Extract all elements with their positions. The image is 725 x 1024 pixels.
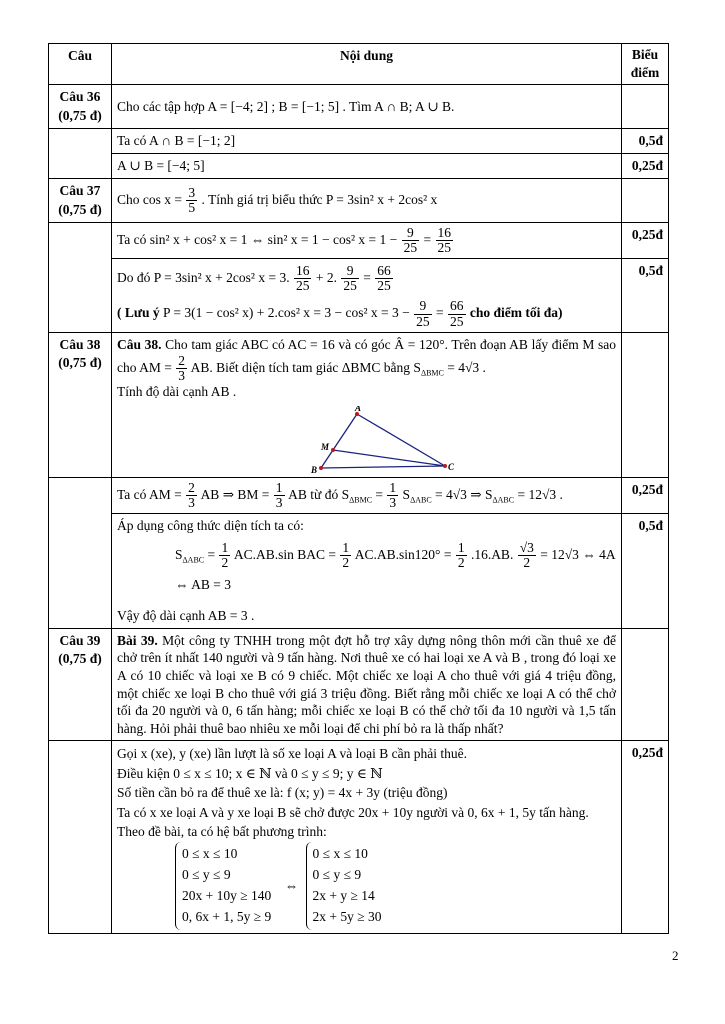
q38-l3-frac-4 (518, 541, 536, 570)
q39-answer-cell (112, 741, 622, 934)
fraction-denominator: 3 (188, 494, 195, 510)
fraction-numerator: 66 (450, 298, 464, 314)
q37-l1-frac-1 (402, 226, 420, 255)
q37-l2-a: Do đó P = 3sin² x + 2cos² x = 3. (117, 269, 290, 285)
q38-prompt-c: = 4√3 . (443, 359, 486, 375)
fraction-numerator: 1 (275, 479, 283, 495)
q38-label-cell (49, 332, 112, 477)
q38-score-2: 0,5đ (622, 513, 669, 628)
q38-prompt (117, 336, 616, 384)
q38-l1-f: = 4√3 ⇒ S (431, 486, 493, 502)
fraction-numerator: 1 (457, 540, 465, 556)
q38-l3-c: AC.AB.sin BAC = (233, 546, 337, 562)
q38-prompt-b: AB. Biết diện tích tam giác ΔBMC bằng S (190, 359, 421, 375)
point-c-marker (443, 464, 447, 468)
q38-title: Câu 38. (117, 336, 162, 352)
q38-points: (0,75 đ) (58, 355, 102, 370)
q39-sys2-line: 2x + y ≥ 14 (312, 887, 375, 903)
q37-l1-frac-2 (436, 226, 454, 255)
q37-line-2 (117, 264, 616, 293)
fraction-denominator: 3 (275, 494, 283, 510)
fraction-denominator: 25 (450, 313, 464, 329)
q39-system (117, 842, 616, 930)
q38-l1-sub3: ΔABC (492, 495, 515, 505)
q39-line-2: Điều kiện 0 ≤ x ≤ 10; x ∈ ℕ và 0 ≤ y ≤ 9; y ∈ ℕ (117, 765, 383, 781)
fraction-denominator: 2 (221, 555, 229, 571)
q36-answer-row-2 (49, 154, 669, 179)
header-bieu-diem: Biểu điểm (622, 44, 669, 85)
q37-answer-row-1 (49, 222, 669, 258)
q39-empty-score (622, 628, 669, 740)
page-number: 2 (672, 948, 679, 963)
q38-answer-row-1 (49, 477, 669, 513)
fraction-numerator: 66 (377, 263, 391, 279)
fraction-denominator: 2 (457, 555, 465, 571)
q38-line-5: Vậy độ dài cạnh AB = 3 . (117, 607, 255, 623)
fraction-denominator: 25 (295, 278, 310, 294)
q39-line-5: Theo đề bài, ta có hệ bất phương trình: (117, 824, 327, 840)
point-m-marker (331, 448, 335, 452)
q38-l1-b: AB ⇒ BM = (200, 486, 270, 502)
q36-points: (0,75 đ) (58, 107, 102, 123)
q39-sys1-line: 0, 6x + 1, 5y ≥ 9 (182, 908, 272, 924)
q38-l3-frac-1 (219, 541, 230, 570)
q39-equiv: ⇔ (284, 878, 299, 894)
q36-prompt-row (49, 85, 669, 128)
q37-prompt-fraction (186, 186, 197, 215)
q38-l1-sub2: ΔABC (410, 495, 432, 505)
q39-score-1: 0,25đ (622, 741, 669, 934)
q38-l3-f: = 12√3 ⇔ 4A (540, 546, 616, 562)
q38-empty-score (622, 332, 669, 477)
q38-l3-frac-2 (340, 541, 351, 570)
q38-prompt-sub: ΔBMC (420, 368, 444, 378)
fraction-denominator: 25 (377, 278, 391, 294)
q39-label: Câu 39 (59, 632, 101, 648)
q37-label: Câu 37 (59, 183, 101, 199)
q37-line-2-cell (112, 259, 622, 333)
triangle-figure (307, 406, 507, 474)
fraction-numerator: √3 (519, 540, 534, 556)
q38-l1-frac-1 (186, 481, 197, 510)
point-b-marker (319, 466, 323, 470)
q36-line-2: A ∪ B = [−4; 5] (112, 154, 622, 179)
q37-prompt-a: Cho cos x = (117, 191, 182, 207)
q37-line-1 (112, 222, 622, 258)
q38-l3-d: AC.AB.sin120° = (354, 546, 452, 562)
q37-note-label: ( Lưu ý (117, 305, 160, 321)
q37-l2-b: + 2. (315, 269, 337, 285)
fraction-numerator: 1 (389, 479, 397, 495)
q39-line-1: Gọi x (xe), y (xe) lần lượt là số xe loại A và loại B cần phải thuê. (117, 746, 467, 762)
fraction-denominator: 3 (178, 368, 185, 384)
fraction-numerator: 1 (342, 540, 350, 556)
fraction-numerator: 16 (295, 263, 310, 279)
label-c: C (448, 461, 455, 472)
q38-prompt-frac (176, 354, 187, 383)
fraction-denominator: 25 (403, 239, 418, 255)
q38-blank-cell (49, 477, 112, 628)
q36-label: Câu 36 (59, 89, 101, 105)
q37-note-eq: = (436, 305, 444, 321)
fraction-denominator: 5 (188, 200, 196, 216)
q37-l1-eq: = (423, 231, 432, 247)
q36-answer-row-1 (49, 128, 669, 153)
q39-title: Bài 39. (117, 632, 158, 648)
q36-line-1: Ta có A ∩ B = [−1; 2] (112, 128, 622, 153)
q36-prompt: Cho các tập hợp A = [−4; 2] ; B = [−1; 5] . Tìm A ∩ B; A ∪ B. (112, 85, 622, 128)
q37-label-cell (49, 179, 112, 222)
q38-l1-g: = 12√3 . (514, 486, 563, 502)
q39-system-right (306, 842, 388, 930)
q36-blank-cell (49, 128, 112, 178)
q37-empty-score (622, 179, 669, 222)
q38-answer-row-2 (49, 513, 669, 628)
q39-blank-cell (49, 741, 112, 934)
q38-line-2-cell (112, 513, 622, 628)
q39-prompt (112, 628, 622, 740)
q37-score-1: 0,25đ (622, 222, 669, 258)
q38-score-1: 0,25đ (622, 477, 669, 513)
fraction-numerator: 9 (414, 299, 432, 314)
q36-score-1: 0,5đ (622, 128, 669, 153)
q38-l1-e: S (402, 486, 411, 502)
q37-note-a: P = 3(1 − cos² x) + 2.cos² x = 3 − cos² x = 3 − (159, 305, 410, 321)
q38-l1-d: = (372, 486, 384, 502)
fraction-numerator: 3 (188, 184, 196, 200)
q39-line-3: Số tiền cần bỏ ra để thuê xe là: f (x; y) = 4x + 3y (triệu đồng) (117, 785, 448, 801)
label-b: B (311, 464, 318, 474)
fraction-numerator: 2 (178, 353, 185, 368)
q39-sys2-line: 0 ≤ x ≤ 10 (312, 846, 368, 861)
q39-sys1-line: 20x + 10y ≥ 140 (182, 887, 272, 903)
fraction-denominator: 25 (343, 278, 357, 294)
label-a: A (355, 405, 362, 413)
q39-answer-row-1 (49, 741, 669, 934)
q38-line-4: ⇔ AB = 3 (175, 577, 231, 593)
q37-score-2: 0,5đ (622, 259, 669, 333)
q37-l1-a: Ta có sin² x + cos² x = 1 ⇔ sin² x = 1 − cos² x = 1 − (117, 231, 398, 247)
q38-line-3 (117, 541, 616, 570)
q38-l1-c: AB từ đó S (288, 486, 350, 502)
q37-prompt (112, 179, 622, 222)
q39-sys1-line: 0 ≤ y ≤ 9 (182, 866, 231, 882)
q39-label-cell (49, 628, 112, 740)
q38-prompt-row (49, 332, 669, 477)
q37-l2-frac-1 (294, 264, 312, 293)
q38-l1-frac-2 (274, 481, 285, 510)
table-header-row (49, 44, 669, 85)
fraction-denominator: 25 (416, 313, 430, 329)
fraction-denominator: 25 (437, 239, 452, 255)
q39-line-4: Ta có x xe loại A và y xe loại B sẽ chở được 20x + 10y người và 0, 6x + 1, 5y tấn hàng. (117, 804, 589, 820)
q38-line-2: Áp dụng công thức diện tích ta có: (117, 517, 304, 533)
q38-l1-a: Ta có AM = (117, 486, 182, 502)
header-cau: Câu (49, 44, 112, 85)
fraction-numerator: 2 (188, 479, 195, 495)
q37-prompt-b: . Tính giá trị biểu thức P = 3sin² x + 2cos² x (201, 191, 438, 207)
q39-sys2-line: 0 ≤ y ≤ 9 (312, 866, 362, 882)
q37-blank-cell (49, 222, 112, 332)
q39-sys1-line: 0 ≤ x ≤ 10 (182, 846, 238, 861)
q37-note (117, 299, 616, 328)
q38-prompt-a: Cho tam giác ABC có AC = 16 và có góc Â = 120°. Trên đoạn AB lấy điểm M sao cho AM = (117, 336, 616, 375)
fraction-numerator: 9 (341, 264, 359, 279)
label-m: M (321, 441, 330, 452)
header-noi-dung: Nội dung (112, 44, 622, 85)
q38-prompt-d: Tính độ dài cạnh AB . (117, 384, 237, 400)
q36-empty-score (622, 85, 669, 128)
q39-points: (0,75 đ) (58, 651, 102, 667)
q38-l1-sub1: ΔBMC (349, 495, 373, 505)
q39-system-left (175, 842, 277, 930)
q38-prompt-cell (112, 332, 622, 477)
fraction-denominator: 2 (342, 555, 350, 571)
q39-prompt-row (49, 628, 669, 740)
fraction-numerator: 16 (437, 224, 452, 240)
q39-prompt-text: Một công ty TNHH trong một đợt hỗ trợ xây dựng nông thôn mới cần thuê xe để chở trên ít nhất 140 người và 9 tấn hàng. Nơi thuê xe có hai loại xe A và B , trong đó loại xe A có 10 chiếc và loại xe B có 9 chiếc. Một chiếc xe loại A cho thuê với giá 4 triệu đồng, một chiếc xe loại B cho thuê với giá 3 triệu đồng. Biết rằng mỗi chiếc xe loại A có thể chở tối đa 20 người và 0, 6 tấn hàng; mỗi chiếc xe loại B có thể chở tối đa 10 người và 1,5 tấn hàng. Hỏi phải thuê bao nhiêu xe mỗi loại để chi phí bỏ ra là thấp nhất? (117, 632, 616, 736)
q37-note-b: cho điểm tối đa) (469, 305, 563, 321)
q37-note-frac-1 (414, 299, 432, 328)
answer-key-table (48, 43, 669, 934)
q37-l2-frac-3 (375, 264, 393, 293)
q37-l2-frac-2 (341, 264, 359, 293)
fraction-numerator: 1 (221, 540, 229, 556)
fraction-denominator: 2 (523, 555, 531, 571)
q37-prompt-row (49, 179, 669, 222)
q39-sys2-line: 2x + 5y ≥ 30 (312, 908, 382, 924)
q37-note-frac-2 (448, 299, 466, 328)
q36-score-2: 0,25đ (622, 154, 669, 179)
q38-l1-frac-3 (387, 481, 398, 510)
q38-l3-b: = (204, 546, 216, 562)
q38-line-1 (112, 477, 622, 513)
fraction-numerator: 9 (402, 226, 420, 241)
q38-l3-a: S (175, 546, 183, 562)
q37-l2-eq: = (363, 269, 371, 285)
q38-l3-sub: ΔABC (182, 555, 205, 565)
q37-points: (0,75 đ) (58, 201, 102, 217)
q38-l3-frac-3 (456, 541, 467, 570)
q38-label: Câu 38 (59, 336, 101, 352)
fraction-denominator: 3 (389, 494, 397, 510)
q38-l3-e: .16.AB. (470, 546, 514, 562)
q37-answer-row-2 (49, 259, 669, 333)
q36-label-cell (49, 85, 112, 128)
